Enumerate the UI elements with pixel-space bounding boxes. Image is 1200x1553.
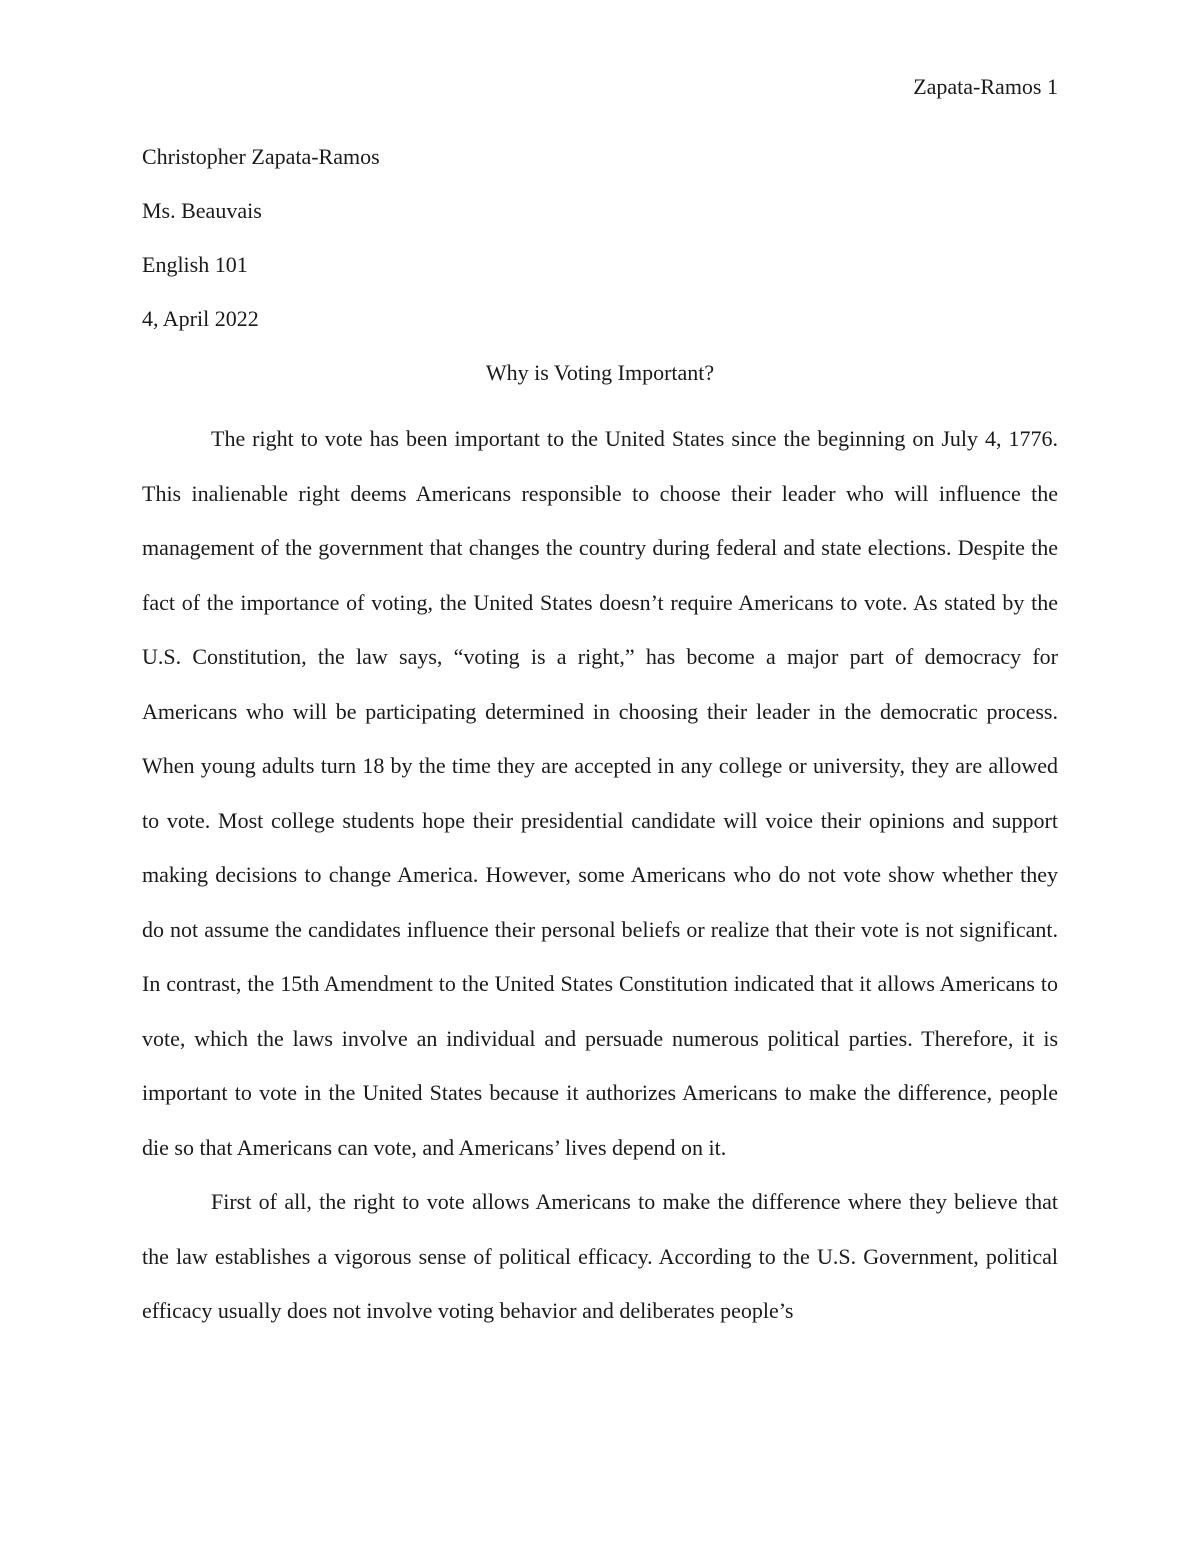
essay-date: 4, April 2022 <box>142 306 259 331</box>
essay-title: Why is Voting Important? <box>485 360 715 385</box>
instructor-name: Ms. Beauvais <box>142 198 262 223</box>
essay-body <box>142 412 1058 1339</box>
page-header: Zapata-Ramos 1 <box>913 74 1058 99</box>
mla-heading <box>142 143 1058 359</box>
paragraph-body-1: First of all, the right to vote allows Americans to make the difference where they believe that the law establishes a vigorous sense of political efficacy. According to the U.S. Government, political efficacy usually does not involve voting behavior and deliberates people’s <box>142 1189 1058 1323</box>
paragraph-introduction: The right to vote has been important to the United States since the beginning on July 4, 1776. This inalienable right deems Americans responsible to choose their leader who will influence the management of the government that changes the country during federal and state elections. Despite the fact of the importance of voting, the United States doesn’t require Americans to vote. As stated by the U.S. Constitution, the law says, “voting is a right,” has become a major part of democracy for Americans who will be participating determined in choosing their leader in the democratic process. When young adults turn 18 by the time they are accepted in any college or university, they are allowed to vote. Most college students hope their presidential candidate will voice their opinions and support making decisions to change America. However, some Americans who do not vote show whether they do not assume the candidates influence their personal beliefs or realize that their vote is not significant. In contrast, the 15th Amendment to the United States Constitution indicated that it allows Americans to vote, which the laws involve an individual and persuade numerous political parties. Therefore, it is important to vote in the United States because it authorizes Americans to make the difference, people die so that Americans can vote, and Americans’ lives depend on it. <box>142 426 1058 1160</box>
student-name: Christopher Zapata-Ramos <box>142 144 380 169</box>
course-name: English 101 <box>142 252 248 277</box>
